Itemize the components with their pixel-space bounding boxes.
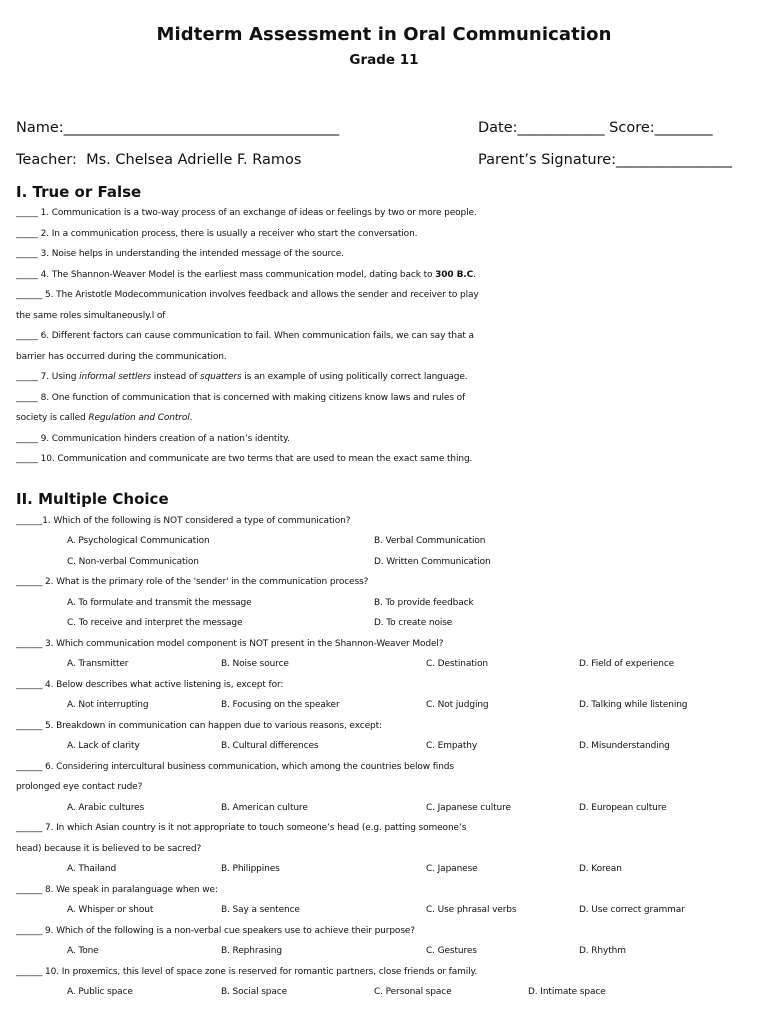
tf-item-text: 2. In a communication process, there is usually a receiver who start the conversation. <box>37 228 418 239</box>
mc-option: C. Japanese culture <box>426 802 511 813</box>
mc-option: D. Intimate space <box>528 987 606 997</box>
answer-blank[interactable]: _____ <box>16 249 38 259</box>
tf-item-text: instead of <box>150 372 200 382</box>
answer-blank[interactable]: ______ <box>16 925 43 936</box>
answer-blank[interactable]: ______ <box>16 577 43 587</box>
tf-item-italic-text: squatters <box>200 372 242 382</box>
mc-question-text: 10. In proxemics, this level of space zone is reserved for romantic partners, close friends or family. <box>42 966 478 977</box>
name-field[interactable] <box>16 120 339 136</box>
tf-item-text: . <box>473 269 476 280</box>
mc-option: C. Non-verbal Communication <box>67 556 199 567</box>
tf-item-text: 3. Noise helps in understanding the intended message of the source. <box>37 249 344 259</box>
teacher-name: Ms. Chelsea Adrielle F. Ramos <box>86 152 302 168</box>
mc-option: D. Rhythm <box>579 946 626 956</box>
tf-item-text: 1. Communication is a two-way process of an exchange of ideas or feelings by two or more people. <box>37 208 477 218</box>
tf-item-text: 6. Different factors can cause communication to fail. When communication fails, we can say that a <box>37 331 474 341</box>
tf-item-5-continued: the same roles simultaneously.l of <box>16 310 166 321</box>
tf-item-9 <box>16 429 764 450</box>
mc-question-6-continued: prolonged eye contact rude? <box>16 782 143 792</box>
tf-item-text: . <box>189 413 193 423</box>
mc-question-text: 9. Which of the following is a non-verbal cue speakers use to achieve their purpose? <box>42 925 415 936</box>
mc-question-text: 2. What is the primary role of the 'sender' in the communication process? <box>42 577 369 587</box>
teacher-label: Teacher: <box>16 152 77 168</box>
tf-item-7 <box>16 367 764 388</box>
teacher-field <box>16 152 301 168</box>
parent-signature-label: Parent’s Signature: <box>478 152 617 168</box>
mc-options-row <box>16 859 764 880</box>
mc-option: D. Korean <box>579 864 622 874</box>
answer-blank[interactable]: ______ <box>16 638 43 649</box>
score-label: Score: <box>609 120 655 136</box>
answer-blank[interactable]: _____ <box>16 433 38 444</box>
answer-blank[interactable]: _____ <box>16 372 38 382</box>
mc-option: B. Rephrasing <box>221 946 282 956</box>
tf-item-3 <box>16 244 764 265</box>
date-blank: ____________ <box>517 120 605 136</box>
mc-question-text: 8. We speak in paralanguage when we: <box>42 884 218 895</box>
tf-item-text: 10. Communication and communicate are two terms that are used to mean the exact same thing. <box>37 454 473 464</box>
mc-option: D. European culture <box>579 802 667 813</box>
mc-options-row <box>16 593 764 614</box>
mc-question-text: 7. In which Asian country is it not appropriate to touch someone’s head (e.g. patting someone’s <box>42 823 467 833</box>
parent-signature-blank: ________________ <box>616 152 733 168</box>
name-blank: ______________________________________ <box>63 120 340 136</box>
mc-question-text: 1. Which of the following is NOT considered a type of communication? <box>42 515 351 526</box>
tf-item-8-continued <box>16 408 764 429</box>
mc-option: A. Thailand <box>67 864 117 874</box>
tf-item-10 <box>16 449 764 470</box>
tf-item-8 <box>16 388 764 409</box>
mc-options-row <box>16 736 764 757</box>
mc-options-row <box>16 552 764 573</box>
mc-option: D. Use correct grammar <box>579 905 685 915</box>
mc-option: C. Japanese <box>426 864 478 874</box>
date-label: Date: <box>478 120 518 136</box>
mc-option: D. To create noise <box>374 618 453 628</box>
mc-option: C. Use phrasal verbs <box>426 905 517 915</box>
mc-options-row <box>16 695 764 716</box>
tf-item-text: 4. The Shannon-Weaver Model is the earliest mass communication model, dating back to <box>37 269 436 280</box>
mc-options-row <box>16 613 764 634</box>
answer-blank[interactable]: ______ <box>16 515 43 526</box>
mc-option: A. Arabic cultures <box>67 802 145 813</box>
tf-item-6 <box>16 326 764 347</box>
tf-item-2 <box>16 224 764 245</box>
mc-option: C. Empathy <box>426 741 478 751</box>
answer-blank[interactable]: ______ <box>16 679 43 690</box>
answer-blank[interactable]: _____ <box>16 392 38 403</box>
tf-item-text: society is called <box>16 413 89 423</box>
grade-label: Grade 11 <box>349 52 419 68</box>
mc-option: B. Noise source <box>221 659 289 669</box>
answer-blank[interactable]: ______ <box>16 761 43 772</box>
mc-question-6 <box>16 757 764 778</box>
mc-option: B. Cultural differences <box>221 741 319 751</box>
answer-blank[interactable]: ______ <box>16 720 43 731</box>
tf-item-text: 5. The Aristotle Modecommunication involves feedback and allows the sender and receiver to play <box>42 290 479 300</box>
mc-option: D. Misunderstanding <box>579 741 670 751</box>
mc-option: B. Focusing on the speaker <box>221 700 340 710</box>
mc-question-9 <box>16 921 764 942</box>
mc-option: A. Psychological Communication <box>67 536 210 546</box>
mc-option: B. Say a sentence <box>221 905 300 915</box>
mc-option: B. Social space <box>221 987 288 997</box>
mc-options-row <box>16 982 764 1003</box>
mc-question-text: 6. Considering intercultural business communication, which among the countries below finds <box>42 761 454 772</box>
tf-item-text: 7. Using <box>37 372 80 382</box>
mc-option: A. Public space <box>67 987 133 997</box>
mc-option: A. Tone <box>67 946 99 956</box>
mc-question-4 <box>16 675 764 696</box>
mc-option: C. Destination <box>426 659 488 669</box>
mc-options-row <box>16 531 764 552</box>
answer-blank[interactable]: ______ <box>16 823 43 833</box>
tf-item-italic-text: informal settlers <box>79 372 151 382</box>
date-score-fields[interactable] <box>478 120 713 136</box>
tf-item-text: is an example of using politically correct language. <box>241 372 468 382</box>
tf-item-text: 9. Communication hinders creation of a nation’s identity. <box>37 433 290 444</box>
mc-option: B. American culture <box>221 802 308 813</box>
multiple-choice-heading: II. Multiple Choice <box>16 490 169 508</box>
mc-question-3 <box>16 634 764 655</box>
tf-item-text: 8. One function of communication that is concerned with making citizens know laws and rules of <box>37 392 466 403</box>
mc-option: A. Not interrupting <box>67 700 149 710</box>
mc-question-text: 5. Breakdown in communication can happen due to various reasons, except: <box>42 720 382 731</box>
name-label: Name: <box>16 120 64 136</box>
page-title: Midterm Assessment in Oral Communication <box>156 24 612 45</box>
mc-option: B. Philippines <box>221 864 280 874</box>
answer-blank[interactable]: _____ <box>16 331 38 341</box>
tf-item-6-continued: barrier has occurred during the communication. <box>16 351 227 362</box>
mc-question-5 <box>16 716 764 737</box>
mc-question-text: 3. Which communication model component is NOT present in the Shannon-Weaver Model? <box>42 638 444 649</box>
mc-option: B. To provide feedback <box>374 597 474 608</box>
score-blank: ________ <box>654 120 713 136</box>
tf-item-5 <box>16 285 764 306</box>
tf-item-italic-text: Regulation and Control <box>88 413 190 423</box>
mc-question-2 <box>16 572 764 593</box>
answer-blank[interactable]: ______ <box>16 884 43 895</box>
mc-question-1 <box>16 511 764 532</box>
mc-option: D. Written Communication <box>374 556 491 567</box>
mc-option: C. Personal space <box>374 987 452 997</box>
parent-signature-field[interactable] <box>478 152 732 168</box>
tf-item-bold-text: 300 B.C <box>435 269 474 280</box>
answer-blank[interactable]: _____ <box>16 208 38 218</box>
answer-blank[interactable]: _____ <box>16 228 38 239</box>
answer-blank[interactable]: ______ <box>16 290 43 300</box>
mc-question-text: 4. Below describes what active listening is, except for: <box>42 679 284 690</box>
mc-option: A. Lack of clarity <box>67 741 140 751</box>
mc-option: C. Not judging <box>426 700 489 710</box>
mc-options-row <box>16 798 764 819</box>
mc-question-8 <box>16 880 764 901</box>
tf-item-1 <box>16 203 764 224</box>
mc-question-10 <box>16 962 764 983</box>
mc-question-7 <box>16 818 764 839</box>
mc-options-row <box>16 900 764 921</box>
mc-option: B. Verbal Communication <box>374 536 486 546</box>
mc-options-row <box>16 654 764 675</box>
mc-option: C. Gestures <box>426 946 477 956</box>
mc-option: C. To receive and interpret the message <box>67 618 243 628</box>
true-false-heading: I. True or False <box>16 183 142 201</box>
mc-option: A. Transmitter <box>67 659 129 669</box>
mc-option: A. Whisper or shout <box>67 905 154 915</box>
answer-blank[interactable]: _____ <box>16 269 38 280</box>
mc-option: D. Talking while listening <box>579 700 688 710</box>
mc-question-7-continued: head) because it is believed to be sacred? <box>16 843 202 854</box>
mc-option: A. To formulate and transmit the message <box>67 597 252 608</box>
mc-options-row <box>16 941 764 962</box>
answer-blank[interactable]: ______ <box>16 966 43 977</box>
mc-option: D. Field of experience <box>579 659 675 669</box>
tf-item-4 <box>16 265 764 286</box>
answer-blank[interactable]: _____ <box>16 454 38 464</box>
